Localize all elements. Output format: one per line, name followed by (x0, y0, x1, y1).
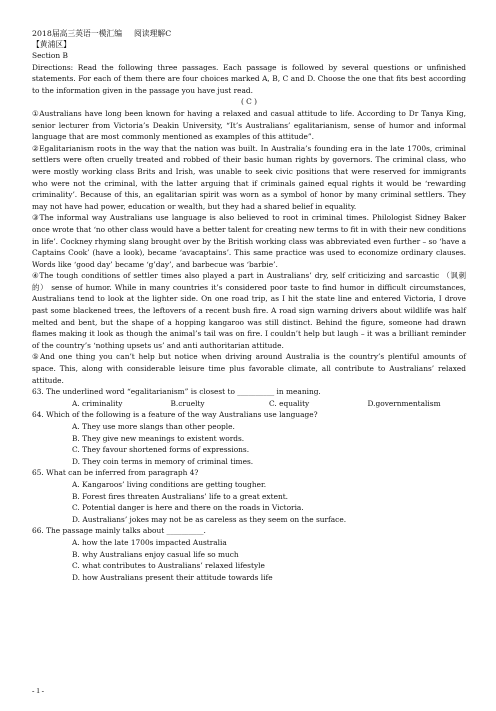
option-b: B. why Australians enjoy casual life so much (72, 549, 239, 559)
paragraph-5: ⑤And one thing you can’t help but notice when driving around Australia is the country’s plentiful amounts of space. This, along with considerable leisure time plus favorable climate, all contribute to Australians’ relaxed attitude. (32, 352, 466, 385)
question-63 (32, 386, 466, 409)
paragraph-3: ③The informal way Australians use language is also believed to root in criminal times. Philologist Sidney Baker once wrote that ‘no other class would have a better talent for creating new terms to fit in with their new conditions in life’. Cockney rhyming slang brought over by the British working class was abbreviated even further – so ‘have a Captains Cook’ (have a look), became ‘avacaptains’. This same practice was used to economize ordinary clauses. Words like ‘good day’ became ‘g’day’, and barbecue was ‘barbie’. (32, 213, 466, 269)
district-label: 【黄浦区】 (32, 40, 71, 49)
options-row (32, 398, 466, 410)
option-d: D.governmentalism (367, 398, 441, 408)
question-stem: 66. The passage mainly talks about __________. (32, 526, 206, 536)
option-a: A. They use more slangs than other people. (72, 422, 235, 431)
option-c: C. Potential danger is here and there on the roads in Victoria. (72, 503, 304, 513)
option-b: B.cruelty (170, 398, 205, 408)
document-subtitle: 阅读理解C (134, 29, 172, 38)
paragraph-4: ④The tough conditions of settler times also played a part in Australians’ dry, self criticizing and sarcastic （讽刺的） sense of humor. While in many countries it’s considered poor taste to find humor in difficult circumstances, Australians tend to look at the lighter side. On one road trip, as I hit the state line and entered Victoria, I drove past some blackened trees, the leftovers of a recent bush fire. A road sign warning drivers about wildlife was half melted and bent, but the shape of a hopping kangaroo was still distinct. Behind the figure, someone had drawn flames making it look as though the animal’s tail was on fire. I couldn’t help but laugh – it was a brilliant reminder of the country’s ‘nothing upsets us’ and anti authoritarian attitude. (32, 271, 466, 350)
option-d: D. how Australians present their attitude towards life (72, 572, 273, 582)
passage-label: ( C ) (240, 97, 258, 107)
passage-body (32, 108, 466, 386)
question-65 (32, 467, 466, 525)
document-title: 2018届高三英语一模汇编 (32, 29, 123, 38)
option-c: C. equality (269, 398, 310, 408)
section-label: Section B (32, 51, 68, 60)
document-header (32, 28, 466, 39)
question-stem: 64. Which of the following is a feature of the way Australians use language? (32, 410, 318, 420)
option-d: D. Australians’ jokes may not be as careless as they seem on the surface. (72, 514, 347, 524)
directions: Directions: Read the following three passages. Each passage is followed by several questions or unfinished statements. For each of them there are four choices marked A, B, C and D. Choose the one that fits best according to the information given in the passage you have just read. (32, 62, 466, 95)
option-b: B. Forest fires threaten Australians’ life to a great extent. (72, 491, 289, 501)
paragraph-1: ①Australians have long been known for having a relaxed and casual attitude to life. According to Dr Tanya King, senior lecturer from Victoria’s Deakin University, “It’s Australians’ egalitarianism, sense of humor and informal language that are most commonly mentioned as examples of this attitude”. (32, 108, 466, 142)
option-c: C. what contributes to Australians’ relaxed lifestyle (72, 561, 265, 571)
question-stem: 63. The underlined word “egalitarianism” is closest to __________ in meaning. (32, 387, 321, 397)
option-a: A. criminality (72, 398, 123, 408)
option-a: A. Kangaroos’ living conditions are getting tougher. (72, 479, 267, 489)
option-b: B. They give new meanings to existent words. (72, 433, 245, 443)
option-c: C. They favour shortened forms of expressions. (72, 445, 250, 455)
question-66 (32, 525, 466, 583)
option-a: A. how the late 1700s impacted Australia (72, 537, 227, 547)
option-d: D. They coin terms in memory of criminal times. (72, 456, 254, 466)
question-64 (32, 409, 466, 467)
question-stem: 65. What can be inferred from paragraph 4? (32, 468, 199, 478)
page-number: - 1 - (32, 687, 44, 695)
paragraph-2: ②Egalitarianism roots in the way that the nation was built. In Australia’s founding era in the late 1700s, criminal settlers were often cruelly treated and robbed of their basic human rights by governors. The criminal class, who were mostly working class Brits and Irish, was unable to seek civic positions that were reserved for immigrants who were not the criminal, with the latter arguing that if criminals gained equal rights it would be ‘rewarding criminality’. Because of this, an egalitarian spirit was worn as a symbol of honor by many criminal settlers. They may not have had power, education or wealth, but they had a shared belief in equality. (32, 143, 466, 211)
